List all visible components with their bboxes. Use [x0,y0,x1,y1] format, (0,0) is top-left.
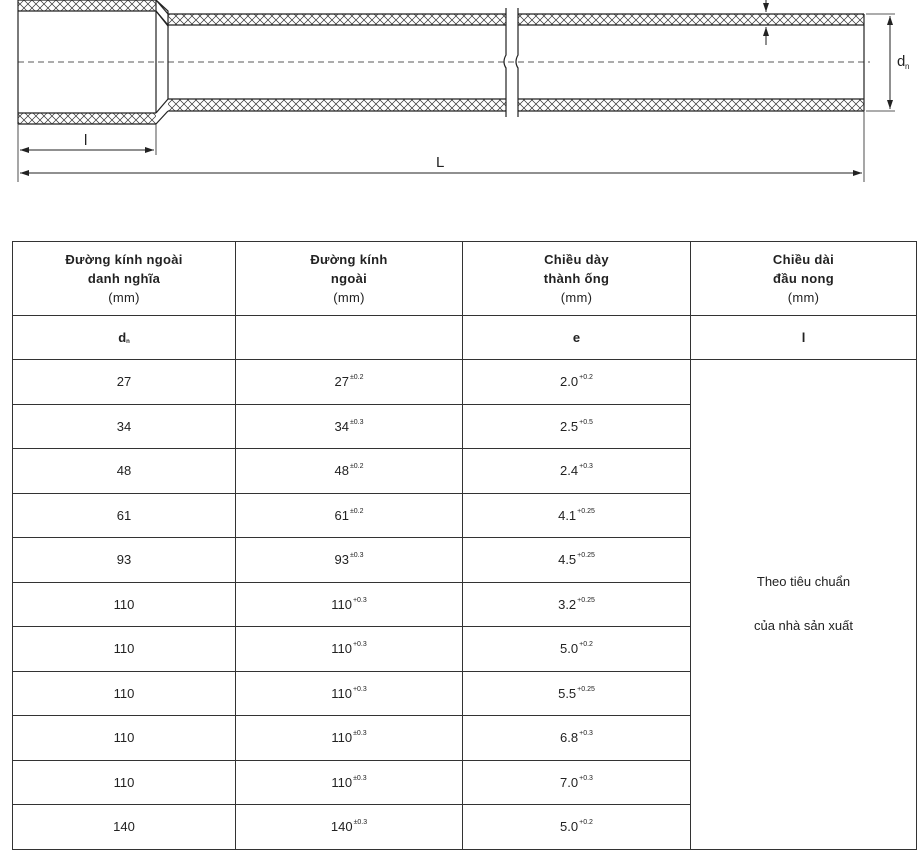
note-line: Theo tiêu chuẩn [756,574,851,590]
cell-outer-diameter-value: 140 [330,819,353,835]
cell-wall-thickness-value: 6.8 [560,730,579,746]
cell-wall-thickness [463,493,691,538]
cell-wall-thickness [463,449,691,494]
cell-outer-diameter-value: 110 [331,730,353,746]
cell-wall-thickness [463,760,691,805]
cell-nominal-od-value: 110 [113,596,135,612]
table-row [13,360,917,405]
cell-wall-thickness-tolerance: +0.2 [579,374,593,382]
cell-nominal-od-value: 110 [113,730,135,746]
header-outer-diameter [236,242,463,316]
cell-nominal-od-value: 61 [116,507,132,523]
header-text: Chiều dày [544,252,609,267]
cell-outer-diameter [236,538,463,583]
cell-outer-diameter-value: 27 [334,374,349,390]
cell-wall-thickness [463,627,691,672]
header-text: danh nghĩa [87,271,161,286]
note-line: của nhà sản xuất [753,618,854,634]
cell-outer-diameter-value: 110 [331,774,353,790]
cell-wall-thickness [463,538,691,583]
L-label: L [436,154,445,171]
cell-outer-diameter-value: 61 [334,507,349,523]
cell-nominal-od [13,716,236,761]
cell-wall-thickness [463,716,691,761]
cell-outer-diameter-value: 93 [334,552,349,568]
cell-outer-diameter-tolerance: +0.3 [352,641,367,649]
cell-outer-diameter-tolerance: ±0.3 [349,418,364,426]
cell-wall-thickness-value: 7.0 [560,774,579,790]
header-unit: (mm) [787,290,820,305]
cell-nominal-od [13,538,236,583]
cell-outer-diameter [236,805,463,850]
symbol-dn [13,316,236,360]
cell-wall-thickness [463,404,691,449]
cell-wall-thickness-tolerance: +0.25 [577,552,595,560]
cell-wall-thickness-tolerance: +0.25 [577,596,595,604]
cell-nominal-od [13,671,236,716]
cell-nominal-od [13,449,236,494]
cell-outer-diameter-value: 110 [331,641,352,657]
symbol-row [13,316,917,360]
cell-nominal-od-value: 34 [116,418,132,434]
cell-wall-thickness [463,805,691,850]
cell-outer-diameter-tolerance: +0.3 [352,685,367,693]
cell-outer-diameter-tolerance: ±0.3 [353,819,368,827]
header-unit: (mm) [108,290,140,305]
cell-wall-thickness [463,671,691,716]
l-label: l [84,132,88,149]
cell-wall-thickness-value: 5.5 [558,685,577,701]
cell-outer-diameter-value: 34 [334,418,349,434]
cell-nominal-od [13,805,236,850]
cell-nominal-od-value: 110 [113,774,135,790]
cell-wall-thickness-tolerance: +0.25 [577,685,595,693]
cell-outer-diameter [236,449,463,494]
cell-wall-thickness-tolerance: +0.2 [579,819,593,827]
cell-wall-thickness-value: 5.0 [560,641,579,657]
cell-nominal-od [13,760,236,805]
cell-wall-thickness [463,360,691,405]
cell-outer-diameter [236,360,463,405]
cell-outer-diameter-value: 110 [331,685,352,701]
cell-wall-thickness-value: 2.5 [560,418,579,434]
cell-nominal-od [13,360,236,405]
cell-outer-diameter [236,627,463,672]
cell-wall-thickness-value: 5.0 [560,819,579,835]
cell-outer-diameter-tolerance: +0.3 [352,596,367,604]
header-nominal-od [13,242,236,316]
header-text: ngoài [330,271,368,286]
symbol-sub: n [126,339,130,345]
cell-outer-diameter-tolerance: ±0.2 [349,463,364,471]
cell-wall-thickness-tolerance: +0.3 [579,730,593,738]
cell-nominal-od-value: 93 [116,552,132,568]
symbol-text: d [118,330,127,345]
cell-outer-diameter-tolerance: ±0.2 [349,374,364,382]
cell-outer-diameter [236,760,463,805]
cell-nominal-od [13,404,236,449]
header-unit: (mm) [333,290,365,305]
cell-nominal-od-value: 48 [116,463,132,479]
cell-wall-thickness-value: 3.2 [558,596,577,612]
header-text: thành ống [543,271,610,286]
cell-nominal-od [13,627,236,672]
cell-wall-thickness-value: 4.5 [558,552,577,568]
header-wall-thickness [463,242,691,316]
cell-outer-diameter [236,671,463,716]
header-text: Đường kính [310,252,388,267]
spec-table [12,241,917,850]
cell-outer-diameter [236,493,463,538]
cell-nominal-od-value: 110 [113,685,135,701]
cell-outer-diameter-tolerance: ±0.2 [349,507,364,515]
cell-outer-diameter-tolerance: ±0.3 [353,774,367,782]
cell-wall-thickness [463,582,691,627]
cell-nominal-od-value: 140 [113,819,135,835]
header-socket-length [691,242,917,316]
cell-outer-diameter-tolerance: ±0.3 [353,730,367,738]
cell-nominal-od [13,493,236,538]
cell-outer-diameter [236,716,463,761]
cell-wall-thickness-tolerance: +0.5 [579,418,593,426]
cell-wall-thickness-tolerance: +0.3 [579,463,593,471]
cell-wall-thickness-value: 2.0 [560,374,579,390]
header-text: đầu nong [773,271,834,286]
dn-label: d [897,53,906,70]
cell-outer-diameter [236,404,463,449]
cell-wall-thickness-value: 4.1 [558,507,577,523]
cell-outer-diameter-value: 110 [331,596,352,612]
cell-outer-diameter [236,582,463,627]
cell-wall-thickness-value: 2.4 [560,463,579,479]
dn-label-sub: n [905,62,910,71]
pipe-drawing [0,0,921,200]
header-text: Đường kính ngoài [65,252,183,267]
cell-nominal-od [13,582,236,627]
header-row [13,242,917,316]
cell-wall-thickness-tolerance: +0.25 [577,507,595,515]
cell-nominal-od-value: 110 [113,641,135,657]
cell-nominal-od-value: 27 [116,374,132,390]
cell-socket-length-note [691,360,917,850]
header-text: Chiều dài [772,252,835,267]
cell-wall-thickness-tolerance: +0.3 [579,774,593,782]
cell-outer-diameter-value: 48 [334,463,349,479]
symbol-l: l [691,316,917,360]
symbol-e: e [463,316,691,360]
cell-wall-thickness-tolerance: +0.2 [579,641,593,649]
header-unit: (mm) [560,290,593,305]
cell-outer-diameter-tolerance: ±0.3 [349,552,364,560]
symbol-od [236,316,463,360]
